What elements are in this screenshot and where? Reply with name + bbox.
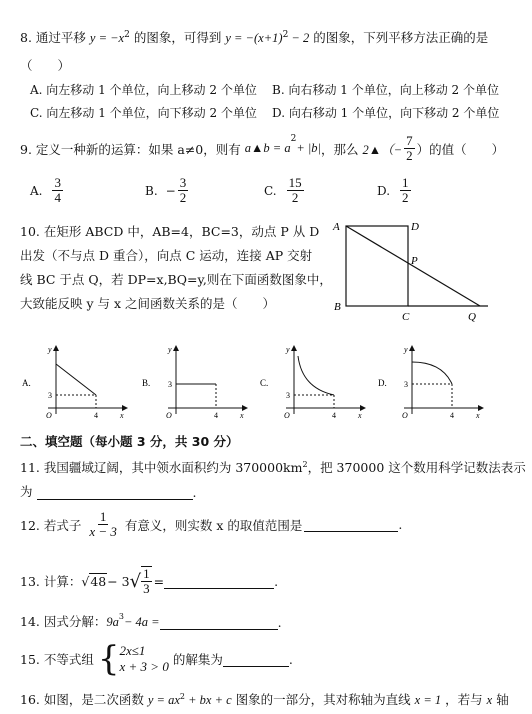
point-label-p: P — [411, 255, 418, 267]
svg-text:3: 3 — [48, 391, 52, 400]
svg-text:y: y — [286, 345, 290, 354]
svg-text:A.: A. — [22, 378, 31, 388]
q10-rectangle-figure — [330, 216, 500, 328]
point-label-c: C — [402, 311, 410, 323]
q9-option-b[interactable]: B. − $\frac{3}{2}$ — [145, 175, 187, 205]
point-label-q: Q — [468, 311, 476, 323]
section-heading: 二、填空题（每小题 3 分，共 30 分） — [20, 434, 239, 449]
q8-option-b[interactable]: B. 向右移动 1 个单位，向上移动 2 个单位 — [272, 83, 499, 97]
q9-stem: 9. 定义一种新的运算：如果 a≠0，则有 a▲b = a $^2$ + |b| ，那么 2▲（− $\frac{7}{2}$ ）的值（ ） — [20, 133, 505, 163]
q9-option-d[interactable]: D. $\frac{1}{2}$ — [377, 175, 409, 205]
svg-text:O: O — [402, 411, 408, 420]
q13-fraction: $\frac{1}{3}$ — [143, 566, 150, 596]
point-label-a: A — [333, 221, 340, 233]
q11-answer-blank[interactable] — [37, 485, 193, 500]
svg-text:x: x — [358, 411, 362, 420]
q12-answer-blank[interactable] — [304, 517, 398, 532]
svg-text:C.: C. — [260, 378, 269, 388]
q13-answer-blank[interactable] — [164, 574, 274, 589]
q8-option-d[interactable]: D. 向右移动 1 个单位，向下移动 2 个单位 — [272, 106, 500, 120]
svg-text:3: 3 — [286, 391, 290, 400]
svg-text:y: y — [404, 345, 408, 354]
q9-option-a[interactable]: A. $\frac{3}{4}$ — [30, 175, 61, 205]
q8-stem: 8. 通过平移 $y = -x^2$ 的图象，可得到 $y = -(x+1)^2 - 2$ 的图象，下列平移方法正确的是 — [20, 29, 489, 45]
svg-text:3: 3 — [168, 380, 172, 389]
q10-stem: 10. 在矩形 ABCD 中，AB=4，BC=3，动点 P 从 D 出发（不与点 D 重合），向点 C 运动，连接 AP 交射 线 BC 于点 Q，若 DP=x,BQ=y,则在下面函数图象中， 大致能反映 y 与 x 之间函数关系的是（ ） — [20, 224, 332, 311]
svg-text:O: O — [284, 411, 290, 420]
q13-stem: 13. 计算： √ 48 − 3 √ $\frac{1}{3}$ = . — [20, 566, 279, 596]
q10-graph-c[interactable] — [258, 342, 368, 425]
point-label-d: D — [411, 221, 419, 233]
q14-stem: 14. 因式分解： 9a $^3$ − 4a = . — [20, 612, 282, 630]
svg-text:x: x — [240, 411, 244, 420]
svg-text:O: O — [46, 411, 52, 420]
svg-text:O: O — [166, 411, 172, 420]
q15-inequality-system: { 2x≤1 x + 3 > 0 — [97, 639, 169, 679]
svg-text:4: 4 — [214, 411, 218, 420]
q11-answer-line: 为 . — [20, 484, 197, 500]
q12-stem: 12. 若式子 $\frac{1}{x - 3}$ 有意义，则实数 x 的取值范围是 . — [20, 509, 403, 539]
svg-text:x: x — [476, 411, 480, 420]
svg-text:4: 4 — [450, 411, 454, 420]
q12-fraction: $\frac{1}{x - 3}$ — [89, 509, 117, 539]
q15-answer-blank[interactable] — [223, 652, 289, 667]
svg-text:D.: D. — [378, 378, 387, 388]
q10-graph-a[interactable] — [20, 342, 130, 425]
q15-stem: 15. 不等式组 { 2x≤1 x + 3 > 0 的解集为 . — [20, 639, 293, 679]
svg-text:4: 4 — [332, 411, 336, 420]
q16-stem: 16. 如图，是二次函数 $y = ax^2$ + bx + c 图象的一部分，其对称轴为直线 x = 1 ，若与 x 轴 — [20, 691, 509, 707]
point-label-b: B — [334, 301, 341, 313]
svg-text:x: x — [120, 411, 124, 420]
q10-graph-d[interactable] — [376, 342, 486, 425]
q9-expr-fraction: $\frac{7}{2}$ — [406, 133, 413, 163]
q9-option-c[interactable]: C. $\frac{15}{2}$ — [264, 175, 302, 205]
q11-stem: 11. 我国疆域辽阔，其中领水面积约为 $370000km^2$，把 370000 这个数用科学记数法表示 — [20, 459, 526, 475]
svg-text:B.: B. — [142, 378, 151, 388]
q8-option-c[interactable]: C. 向左移动 1 个单位，向下移动 2 个单位 — [30, 106, 257, 120]
q14-answer-blank[interactable] — [160, 615, 278, 630]
svg-text:4: 4 — [94, 411, 98, 420]
svg-text:3: 3 — [404, 380, 408, 389]
q8-answer-paren[interactable]: （ ） — [20, 58, 71, 73]
rectangle-abcd — [346, 226, 408, 306]
svg-text:y: y — [168, 345, 172, 354]
svg-text:y: y — [48, 345, 52, 354]
q8-option-a[interactable]: A. 向左移动 1 个单位，向上移动 2 个单位 — [30, 83, 257, 97]
q10-graph-b[interactable] — [140, 342, 250, 425]
